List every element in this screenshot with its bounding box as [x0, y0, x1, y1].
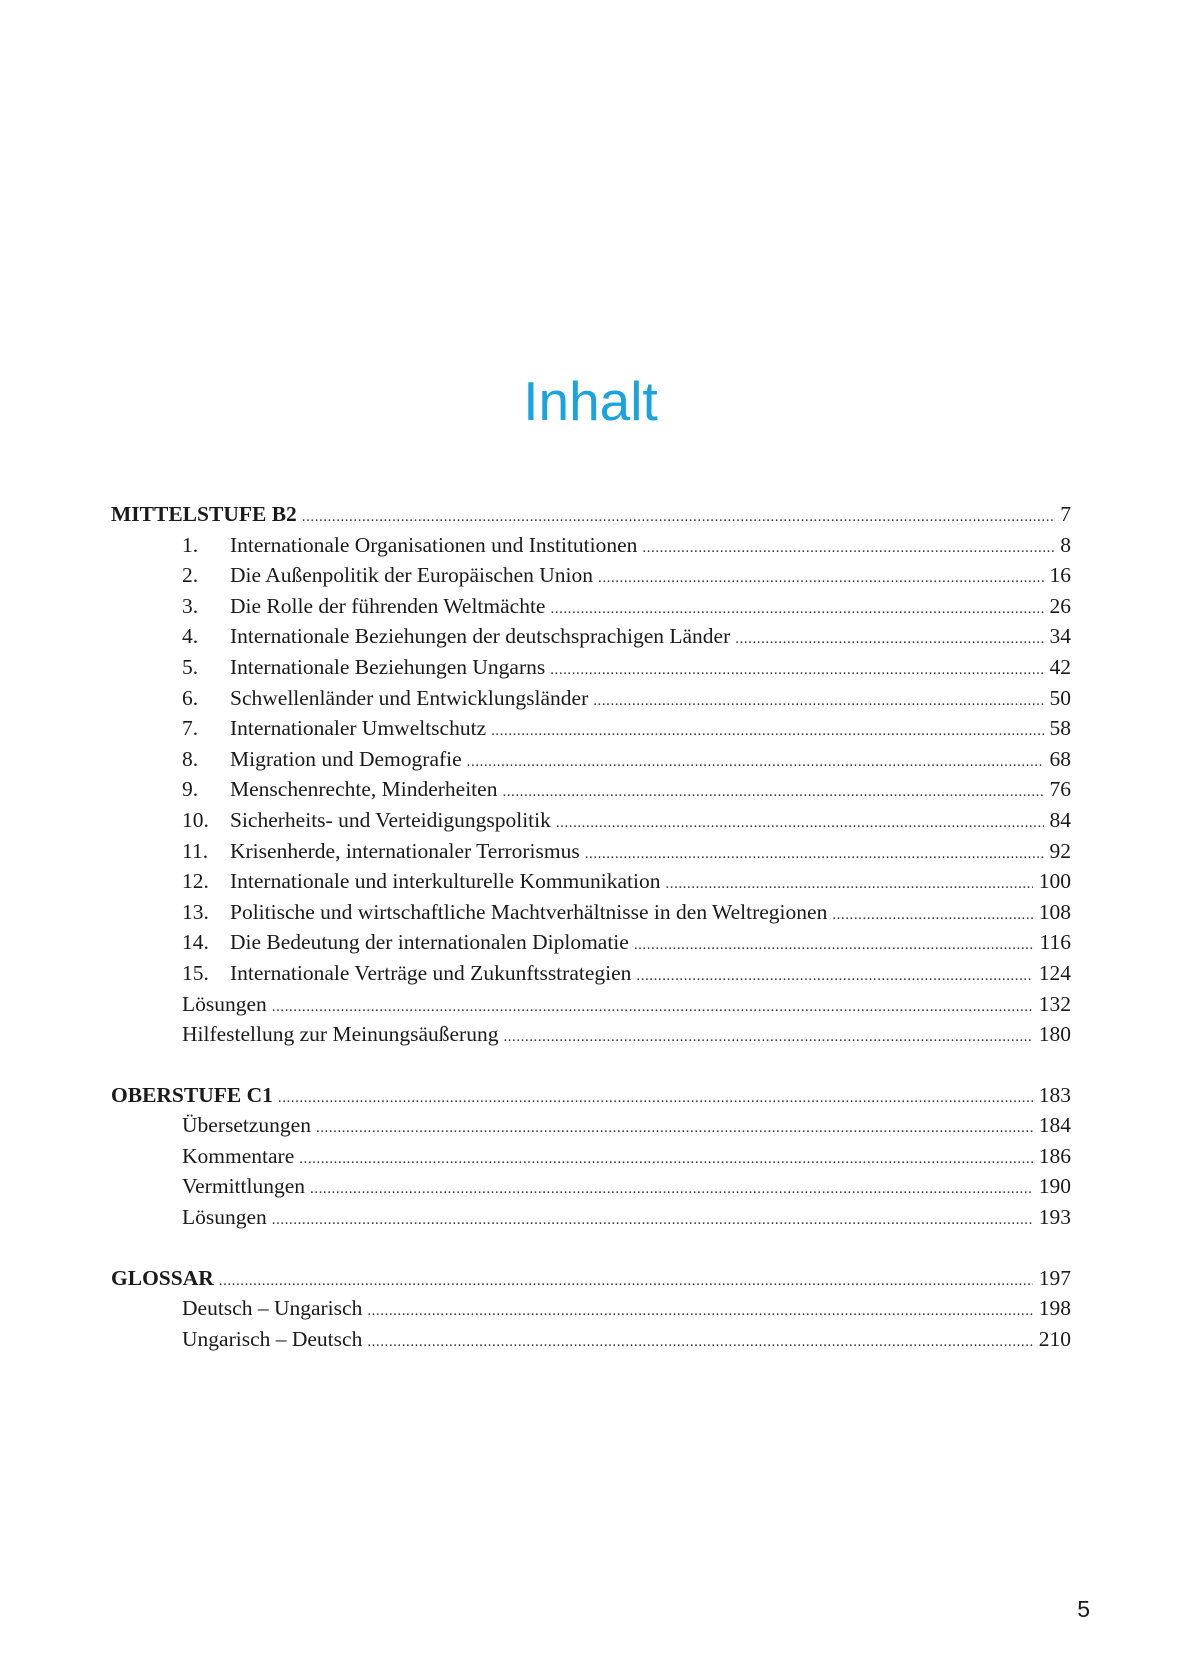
- toc-entry-label: Internationale Verträge und Zukunftsstrategien: [230, 960, 632, 985]
- dot-leader: [491, 716, 1043, 741]
- toc-page-number: 132: [1038, 991, 1071, 1016]
- toc-entry[interactable]: [111, 1327, 1071, 1358]
- dot-leader: [272, 1205, 1033, 1230]
- toc-entry-number: 2.: [182, 563, 199, 588]
- dot-leader: [316, 1113, 1033, 1138]
- toc-entry-label: Internationale Beziehungen der deutschsprachigen Länder: [230, 624, 731, 649]
- dot-leader: [642, 533, 1054, 558]
- dot-leader: [299, 1144, 1033, 1169]
- toc-page-number: 116: [1039, 930, 1071, 955]
- toc-entry-label: Internationale Beziehungen Ungarns: [230, 654, 546, 679]
- toc-page-number: 76: [1049, 777, 1071, 802]
- toc-section-glossar: [111, 1266, 1071, 1358]
- toc-page-number: 50: [1049, 685, 1071, 710]
- dot-leader: [502, 777, 1043, 802]
- toc-entry-label: Die Rolle der führenden Weltmächte: [230, 593, 546, 618]
- toc-entry[interactable]: [111, 1174, 1071, 1205]
- dot-leader: [278, 1083, 1033, 1108]
- toc-entry-label: Schwellenländer und Entwicklungsländer: [230, 685, 589, 710]
- toc-page-number: 16: [1049, 563, 1071, 588]
- dot-leader: [550, 594, 1043, 619]
- toc-entry-label: Hilfestellung zur Meinungsäußerung: [182, 1022, 499, 1047]
- dot-leader: [636, 961, 1032, 986]
- toc-entry-label: Lösungen: [182, 991, 267, 1016]
- toc-entry[interactable]: [111, 594, 1071, 625]
- toc-page-number: 92: [1049, 838, 1071, 863]
- dot-leader: [550, 655, 1043, 680]
- toc-section-mittelstufe: [111, 502, 1071, 1053]
- dot-leader: [310, 1174, 1033, 1199]
- toc-page-number: 184: [1038, 1113, 1071, 1138]
- toc-entry[interactable]: [111, 1144, 1071, 1175]
- dot-leader: [503, 1022, 1032, 1047]
- dot-leader: [593, 686, 1043, 711]
- table-of-contents: [111, 502, 1071, 1357]
- dot-leader: [634, 930, 1034, 955]
- toc-page-number: 58: [1049, 716, 1071, 741]
- toc-entry-label: Politische und wirtschaftliche Machtverhältnisse in den Weltregionen: [230, 899, 828, 924]
- toc-page-number: 100: [1038, 869, 1071, 894]
- toc-page-number: 34: [1049, 624, 1071, 649]
- toc-entry[interactable]: [111, 808, 1071, 839]
- toc-entry-label: Übersetzungen: [182, 1113, 311, 1138]
- toc-entry[interactable]: [111, 869, 1071, 900]
- dot-leader: [219, 1266, 1033, 1291]
- toc-page-number: 186: [1038, 1143, 1071, 1168]
- toc-entry-label: Die Bedeutung der internationalen Diplomatie: [230, 930, 629, 955]
- dot-leader: [302, 502, 1054, 527]
- toc-heading-label: OBERSTUFE C1: [111, 1082, 273, 1107]
- dot-leader: [585, 839, 1044, 864]
- toc-page-number: 7: [1060, 502, 1071, 526]
- toc-entry-number: 9.: [182, 777, 199, 802]
- toc-entry-number: 10.: [182, 807, 209, 832]
- toc-entry-label: Lösungen: [182, 1205, 267, 1230]
- toc-entry-number: 7.: [182, 716, 199, 741]
- toc-page-number: 197: [1038, 1265, 1071, 1290]
- toc-entry[interactable]: [111, 1022, 1071, 1053]
- page-title: Inhalt: [523, 370, 658, 432]
- toc-entry[interactable]: [111, 563, 1071, 594]
- toc-entry[interactable]: [111, 961, 1071, 992]
- toc-entry-label: Ungarisch – Deutsch: [182, 1326, 363, 1351]
- toc-entry[interactable]: [111, 716, 1071, 747]
- toc-page-number: 68: [1049, 746, 1071, 771]
- toc-entry-label: Migration und Demografie: [230, 746, 462, 771]
- toc-page-number: 193: [1038, 1205, 1071, 1230]
- toc-entry-number: 8.: [182, 746, 199, 771]
- toc-page-number: 198: [1038, 1296, 1071, 1321]
- toc-page-number: 42: [1049, 654, 1071, 679]
- toc-page-number: 26: [1049, 593, 1071, 618]
- toc-entry-number: 13.: [182, 899, 209, 924]
- toc-entry[interactable]: [111, 992, 1071, 1023]
- toc-section-heading[interactable]: [111, 502, 1071, 533]
- toc-entry-label: Krisenherde, internationaler Terrorismus: [230, 838, 580, 863]
- dot-leader: [665, 869, 1032, 894]
- toc-page-number: 8: [1060, 532, 1071, 557]
- toc-section-oberstufe: [111, 1083, 1071, 1236]
- toc-entry-number: 14.: [182, 930, 209, 955]
- toc-entry[interactable]: [111, 655, 1071, 686]
- toc-entry[interactable]: [111, 1113, 1071, 1144]
- toc-page-number: 180: [1038, 1022, 1071, 1047]
- dot-leader: [598, 563, 1043, 588]
- toc-page-number: 84: [1049, 807, 1071, 832]
- toc-entry-label: Internationaler Umweltschutz: [230, 716, 487, 741]
- toc-entry-number: 11.: [182, 838, 209, 863]
- toc-entry[interactable]: [111, 624, 1071, 655]
- toc-entry-number: 3.: [182, 593, 199, 618]
- toc-entry-number: 15.: [182, 960, 209, 985]
- toc-entry-label: Internationale Organisationen und Institutionen: [230, 532, 638, 557]
- toc-entry-number: 1.: [182, 532, 199, 557]
- toc-entry[interactable]: [111, 839, 1071, 870]
- toc-entry-label: Deutsch – Ungarisch: [182, 1296, 363, 1321]
- toc-entry-number: 12.: [182, 869, 209, 894]
- toc-section-heading[interactable]: [111, 1083, 1071, 1114]
- toc-entry[interactable]: [111, 777, 1071, 808]
- toc-entry[interactable]: [111, 1296, 1071, 1327]
- toc-page-number: 124: [1038, 960, 1071, 985]
- toc-page-number: 210: [1038, 1326, 1071, 1351]
- toc-entry[interactable]: [111, 930, 1071, 961]
- toc-entry[interactable]: [111, 747, 1071, 778]
- dot-leader: [556, 808, 1044, 833]
- dot-leader: [735, 624, 1043, 649]
- toc-entry[interactable]: [111, 533, 1071, 564]
- dot-leader: [272, 992, 1033, 1017]
- toc-entry-label: Vermittlungen: [182, 1174, 306, 1199]
- toc-entry-number: 6.: [182, 685, 199, 710]
- toc-entry[interactable]: [111, 686, 1071, 717]
- toc-entry-label: Sicherheits- und Verteidigungspolitik: [230, 807, 551, 832]
- toc-entry-number: 5.: [182, 654, 199, 679]
- dot-leader: [367, 1327, 1032, 1352]
- toc-entry-label: Kommentare: [182, 1143, 295, 1168]
- toc-heading-label: MITTELSTUFE B2: [111, 502, 297, 526]
- toc-heading-label: GLOSSAR: [111, 1265, 214, 1290]
- toc-page-number: 190: [1038, 1174, 1071, 1199]
- toc-entry[interactable]: [111, 900, 1071, 931]
- dot-leader: [367, 1296, 1032, 1321]
- toc-entry[interactable]: [111, 1205, 1071, 1236]
- page-number: 5: [1077, 1596, 1090, 1622]
- toc-section-heading[interactable]: [111, 1266, 1071, 1297]
- toc-page-number: 108: [1038, 899, 1071, 924]
- toc-entry-label: Internationale und interkulturelle Kommunikation: [230, 869, 661, 894]
- dot-leader: [832, 900, 1032, 925]
- toc-entry-label: Menschenrechte, Minderheiten: [230, 777, 498, 802]
- toc-entry-label: Die Außenpolitik der Europäischen Union: [230, 563, 594, 588]
- dot-leader: [467, 747, 1044, 772]
- toc-page-number: 183: [1038, 1082, 1071, 1107]
- toc-entry-number: 4.: [182, 624, 199, 649]
